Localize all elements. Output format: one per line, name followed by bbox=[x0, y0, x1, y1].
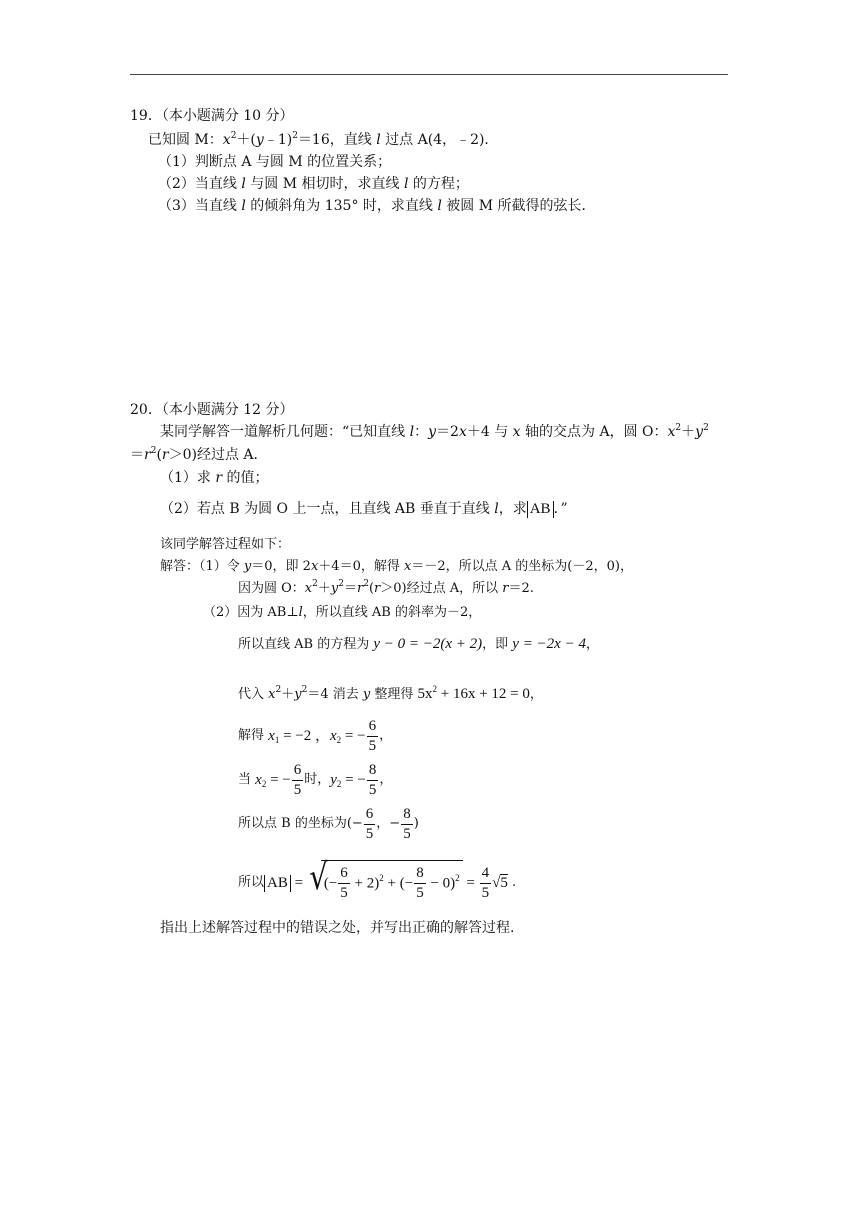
q20-closing-instruction: 指出上述解答过程中的错误之处，并写出正确的解答过程. bbox=[160, 920, 515, 936]
top-rule bbox=[130, 74, 728, 75]
fraction-six-fifths: $\frac{6}{5}$ bbox=[368, 717, 377, 754]
solution-step-1b: 因为圆 O：$x^2+y^2=r^2(r>0)$经过点 A，所以 r＝2. bbox=[238, 579, 534, 596]
q19-part-3: （3）当直线 l 的倾斜角为 135° 时，求直线 l 被圆 M 所截得的弦长． bbox=[158, 198, 596, 214]
solution-step-2: （2）因为 AB⊥l，所以直线 AB 的斜率为－2， bbox=[203, 605, 482, 620]
q19-part-1: （1）判断点 A 与圆 M 的位置关系； bbox=[158, 154, 392, 170]
solution-intro: 该同学解答过程如下： bbox=[160, 537, 291, 552]
fraction-eight-fifths: $\frac{8}{5}$ bbox=[368, 761, 377, 798]
solution-substitution: 代入 $x^2+y^2=4$ 消去 y 整理得 $5x^2 + 16x + 12 = 0$， bbox=[238, 684, 543, 702]
solution-roots: 解得 $x_1 = -2$ ，$x_2$ = − $\frac{6}{5}$ ， bbox=[238, 717, 393, 754]
square-root: √ (− $\frac{6}{5}$ + 2)$^2$ + (− $\frac{8}{5}$ − 0)$^2$ bbox=[307, 860, 463, 906]
q19-stem: 已知圆 M：$x^2+(y﹣1)^2=16$，直线 l 过点 A(4，﹣2)． bbox=[148, 131, 499, 148]
q19-header: 19．（本小题满分 10 分） bbox=[130, 108, 294, 124]
q20-header: 20．（本小题满分 12 分） bbox=[130, 402, 294, 418]
fraction-six-fifths: $\frac{6}{5}$ bbox=[293, 761, 302, 798]
solution-y2: 当 $x_2$ = − $\frac{6}{5}$ 时，$y_2$ = − $\frac{8}{5}$ ， bbox=[238, 761, 393, 798]
q20-stem-line-2: $=r^2(r>0)$经过点 A． bbox=[130, 446, 268, 463]
solution-ab-length: 所以 AB = √ (− $\frac{6}{5}$ + 2)$^2$ + (− $\frac{8}{5}$ − 0)$^2$ = $\frac{4}{5}$ √5 . bbox=[238, 860, 516, 906]
q20-stem-line-1: 某同学解答一道解析几何题：“已知直线 l：y＝2x＋4 与 x 轴的交点为 A，圆 O：$x^2+y^2$ bbox=[160, 423, 709, 440]
q20-part-1: （1）求 r 的值； bbox=[160, 470, 269, 486]
solution-point-b: 所以点 B 的坐标为(− $\frac{6}{5}$ ，− $\frac{8}{5}$ ) bbox=[238, 805, 419, 842]
q20-part-2: （2）若点 B 为圆 O 上一点，且直线 AB 垂直于直线 l，求 AB ．” bbox=[160, 501, 568, 517]
q19-part-2: （2）当直线 l 与圆 M 相切时，求直线 l 的方程； bbox=[158, 176, 469, 192]
fraction-six-fifths: $\frac{6}{5}$ bbox=[365, 805, 374, 842]
fraction-eight-fifths: $\frac{8}{5}$ bbox=[403, 805, 411, 842]
solution-line-equation: 所以直线 AB 的方程为 y − 0 = −2(x + 2)，即 y = −2x − 4， bbox=[238, 636, 599, 652]
solution-step-1: 解答：（1）令 y＝0，即 2x＋4＝0，解得 x＝－2，所以点 A 的坐标为(－2，0)， bbox=[160, 559, 633, 574]
